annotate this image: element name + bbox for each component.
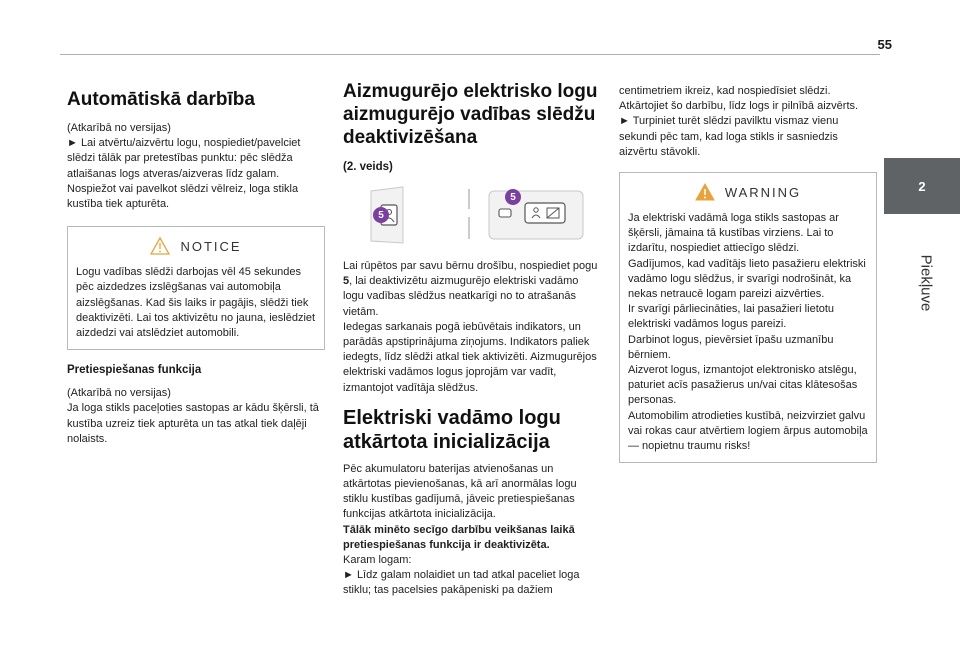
- paragraph: ► Turpiniet turēt slēdzi pavilktu vismaz vienu sekundi pēc tam, kad loga stikls ir sasniedzis aizvērtu stāvokli.: [619, 115, 839, 158]
- warning-box: [619, 172, 877, 463]
- chapter-label-text: Piekļuve: [917, 254, 935, 312]
- warning-triangle-icon: [695, 183, 715, 201]
- section-title-rear-switch-deactivation: Aizmugurējo elektrisko logu aizmugurējo vadības slēdžu deaktivizēšana: [343, 81, 598, 148]
- notice-header: [76, 227, 316, 265]
- paragraph-bold: [343, 523, 601, 553]
- warning-header: [628, 173, 868, 211]
- top-divider: [60, 54, 880, 55]
- bold-text: Tālāk minēto secīgo darbību veikšanas laikā pretiespiešanas funkcija ir deaktivizēta.: [343, 523, 575, 551]
- paragraph: (Atkarībā no versijas): [67, 122, 171, 134]
- button-ref: 5: [343, 275, 350, 288]
- notice-text: Logu vadības slēdži darbojas vēl 45 sekundes pēc aizdedzes izslēgšanas vai automobiļa aizslēgšanas. Kad šis laiks ir pagājis, slēdži tiek deaktivizēti. Lai tos aktivizētu no jauna, ieslēdziet aizdedzi vai atslēdziet automobili.: [76, 266, 316, 340]
- version-label: (2. veids): [343, 161, 393, 173]
- subsection-title-anti-pinch: Pretiespiešanas funkcija: [67, 364, 202, 377]
- warning-text: Aizverot logus, izmantojot elektronisko atslēgu, paturiet acīs pasažierus un/vai citas klātesošas personas.: [628, 364, 858, 407]
- warning-text: Gadījumos, kad vadītājs lieto pasažieru elektriski vadāmo logu slēdžus, ir svarīgi nodrošināt, ka nekas netraucē logam pareizi aizvērties.: [628, 257, 866, 301]
- paragraph: Iedegas sarkanais pogā iebūvētais indikators, un parādās apstiprinājuma ziņojums. Indikators paliek iedegts, līdz slēdži atkal tiek aktivizēti. Aizmugurējos elektriski vadāmos logus joprojām var vadīt, izmantojot vadītāja slēdžus.: [343, 320, 597, 394]
- warning-text: Automobilim atrodieties kustībā, neizvirziet galvu vai rokas caur atvērtiem logiem ārpus automobiļa — nopietnu traumu risks!: [628, 409, 868, 453]
- child-lock-figure: [343, 183, 601, 247]
- paragraph: ► Lai atvērtu/aizvērtu logu, nospiediet/pavelciet slēdzi tālāk par pretestības punktu: pēc slēdža atlaišanas logs atveras/aizveras līdz galam. Nospiežot vai pavelkot slēdzi vēlreiz, loga stikla kustība tiek apturēta.: [67, 137, 301, 211]
- warning-text: Darbinot logus, pievērsiet īpašu uzmanību bērniem.: [628, 333, 834, 361]
- paragraph: Pēc akumulatoru baterijas atvienošanas un atkārtotas pievienošanas, kā arī anormālas logu stiklu kustības gadījumā, jāveic pretiespiešanas funkcijas atkārtota inicializācija.: [343, 462, 577, 521]
- paragraph: [343, 259, 601, 320]
- section-title-automatic: Automātiskā darbība: [67, 89, 255, 110]
- warning-text: Ir svarīgi pārliecināties, lai pasažieri lietotu elektriski vadāmos logus pareizi.: [628, 303, 835, 331]
- paragraph: Karam logam:: [343, 554, 412, 567]
- paragraph: ► Līdz galam nolaidiet un tad atkal paceliet loga stiklu; tas pacelsies pakāpeniski pa dažiem: [343, 569, 580, 597]
- chapter-tab[interactable]: [884, 158, 960, 214]
- paragraph: centimetriem ikreiz, kad nospiedīsiet slēdzi. Atkārtojiet šo darbību, līdz logs ir pilnībā aizvērts.: [619, 85, 859, 113]
- notice-triangle-icon: [150, 237, 170, 255]
- section-title-reinitialisation: Elektriski vadāmo logu atkārtota inicializācija: [343, 406, 561, 453]
- paragraph: Ja loga stikls paceļoties sastopas ar kādu šķērsli, tā kustība uzreiz tiek apturēta un tas atkal tiek daļēji nolaists.: [67, 402, 319, 445]
- text-run: , lai deaktivizētu aizmugurējo elektriski vadāmo logu vadības slēdžus neatkarīgi no to atrašanās vietām.: [343, 275, 579, 318]
- page-number: 55: [877, 37, 892, 52]
- text-run: Lai rūpētos par savu bērnu drošību, nospiediet pogu: [343, 260, 598, 272]
- chapter-label: [916, 248, 936, 318]
- callout-5-right: [505, 189, 521, 205]
- paragraph: (Atkarībā no versijas): [67, 387, 171, 400]
- notice-box: [67, 226, 325, 350]
- notice-title: NOTICE: [180, 238, 242, 254]
- chapter-number: 2: [918, 178, 926, 194]
- callout-5-left: [373, 207, 389, 223]
- callout-label: 5: [510, 191, 516, 203]
- column-1: [67, 80, 325, 447]
- warning-text: Ja elektriski vadāmā loga stikls sastopas ar šķērsli, jāmaina tā kustības virziens. Lai to izdarītu, nospiediet attiecīgo slēdzi.: [628, 212, 839, 255]
- warning-title: WARNING: [724, 184, 802, 200]
- column-2: [343, 80, 601, 599]
- column-3: [619, 84, 877, 463]
- callout-label: 5: [378, 209, 384, 221]
